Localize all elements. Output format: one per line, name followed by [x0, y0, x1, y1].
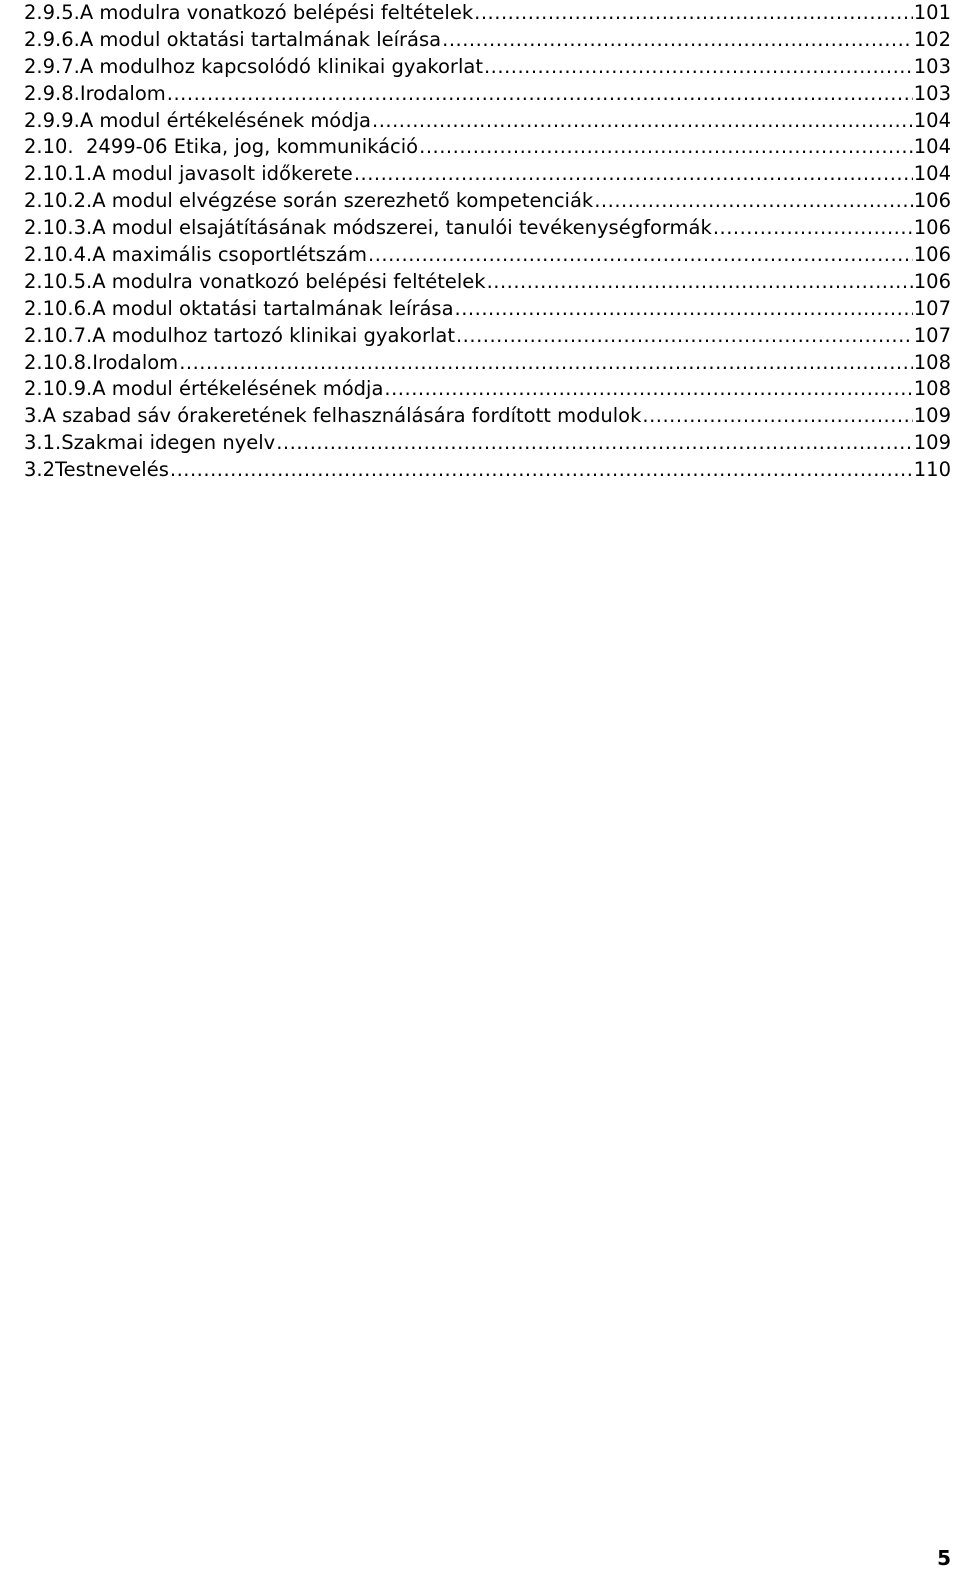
toc-entry-title: A modul oktatási tartalmának leírása: [92, 296, 454, 320]
toc-entry-number: 2.9.5.: [24, 1, 80, 24]
dot-leader: [442, 27, 913, 54]
toc-entry-title: A modul oktatási tartalmának leírása: [79, 27, 442, 51]
toc-entry-number: 3.: [24, 404, 43, 428]
dot-leader: [456, 323, 913, 350]
toc-entry[interactable]: [24, 403, 951, 430]
toc-entry[interactable]: [24, 27, 951, 54]
toc-entry-title: A modulra vonatkozó belépési feltételek: [79, 1, 474, 24]
toc-entry[interactable]: [24, 215, 951, 242]
toc-entry[interactable]: [24, 134, 951, 161]
toc-entry-title: A maximális csoportlétszám: [92, 243, 367, 267]
dot-leader: [487, 269, 913, 296]
toc-entry[interactable]: [24, 376, 951, 403]
dot-leader: [384, 376, 912, 403]
toc-entry[interactable]: [24, 457, 951, 484]
toc-entry-title: A modul értékelésének módja: [79, 108, 371, 132]
toc-entry-title: A szabad sáv órakeretének felhasználására fordított modulok: [42, 404, 642, 428]
toc-entry-number: 2.10.8.: [24, 350, 93, 374]
dot-leader: [179, 350, 913, 377]
toc-entry-page: 106: [913, 269, 951, 293]
toc-entry-page: 104: [913, 162, 951, 186]
dot-leader: [713, 215, 913, 242]
dot-leader: [170, 457, 913, 484]
toc-entry-title: Szakmai idegen nyelv: [61, 431, 276, 455]
toc-entry[interactable]: [24, 296, 951, 323]
toc-entry-page: 102: [913, 27, 951, 51]
dot-leader: [642, 403, 912, 430]
toc-entry[interactable]: [24, 81, 951, 108]
toc-entry-page: 104: [913, 135, 951, 159]
toc-entry-number: 2.10.1.: [24, 162, 93, 186]
toc-entry-title: Irodalom: [92, 350, 179, 374]
page-number: 5: [937, 1546, 951, 1570]
toc-entry[interactable]: [24, 161, 951, 188]
toc-entry-title: A modulra vonatkozó belépési feltételek: [92, 269, 486, 293]
toc-entry-page: 107: [913, 323, 951, 347]
toc-entry[interactable]: [24, 323, 951, 350]
toc-entry-number: 2.10.5.: [24, 269, 93, 293]
table-of-contents: [24, 0, 951, 484]
toc-entry[interactable]: [24, 108, 951, 135]
toc-entry[interactable]: [24, 430, 951, 457]
toc-entry[interactable]: [24, 188, 951, 215]
toc-entry-title: 2499-06 Etika, jog, kommunikáció: [86, 135, 419, 159]
toc-entry[interactable]: [24, 242, 951, 269]
toc-entry-page: 108: [913, 350, 951, 374]
dot-leader: [594, 188, 913, 215]
toc-entry-number: 2.9.8.: [24, 81, 80, 105]
toc-entry-page: 103: [913, 81, 951, 105]
toc-entry-title: A modul értékelésének módja: [92, 377, 384, 401]
dot-leader: [354, 161, 913, 188]
toc-entry-number: 2.10.9.: [24, 377, 93, 401]
dot-leader: [484, 54, 913, 81]
toc-entry-page: 107: [913, 296, 951, 320]
toc-entry-number: 2.9.7.: [24, 54, 80, 78]
dot-leader: [455, 296, 913, 323]
toc-entry-number: 2.9.9.: [24, 108, 80, 132]
dot-leader: [372, 108, 913, 135]
toc-entry-number: 2.10.4.: [24, 243, 93, 267]
toc-entry-title: Irodalom: [79, 81, 166, 105]
toc-entry[interactable]: [24, 269, 951, 296]
toc-entry-page: 101: [913, 1, 951, 24]
toc-entry-title: Testnevelés: [55, 458, 169, 482]
toc-entry-title: A modulhoz tartozó klinikai gyakorlat: [92, 323, 455, 347]
toc-entry[interactable]: [24, 54, 951, 81]
toc-entry-number: 3.1.: [24, 431, 62, 455]
toc-entry-number: 2.10.6.: [24, 296, 93, 320]
toc-entry-number: 2.9.6.: [24, 27, 80, 51]
toc-entry-number: 3.2: [24, 458, 56, 482]
toc-entry-number: 2.10.3.: [24, 216, 93, 240]
toc-entry-number: 2.10.2.: [24, 189, 93, 213]
dot-leader: [368, 242, 913, 269]
toc-entry-page: 110: [913, 458, 951, 482]
toc-entry[interactable]: [24, 0, 951, 27]
toc-entry-title: A modul elsajátításának módszerei, tanulói tevékenységformák: [92, 216, 712, 240]
dot-leader: [419, 134, 913, 161]
toc-entry[interactable]: [24, 350, 951, 377]
dot-leader: [167, 81, 913, 108]
toc-entry-page: 106: [913, 216, 951, 240]
toc-entry-number: 2.10.7.: [24, 323, 93, 347]
toc-entry-page: 106: [913, 189, 951, 213]
dot-leader: [276, 430, 913, 457]
toc-entry-page: 108: [913, 377, 951, 401]
toc-entry-title: A modulhoz kapcsolódó klinikai gyakorlat: [79, 54, 483, 78]
toc-entry-title: A modul elvégzése során szerezhető kompetenciák: [92, 189, 594, 213]
toc-entry-page: 106: [913, 243, 951, 267]
toc-entry-page: 103: [913, 54, 951, 78]
dot-leader: [474, 0, 913, 27]
toc-entry-page: 104: [913, 108, 951, 132]
toc-entry-page: 109: [913, 404, 951, 428]
toc-entry-page: 109: [913, 431, 951, 455]
toc-entry-number: 2.10.: [24, 135, 87, 159]
toc-entry-title: A modul javasolt időkerete: [92, 162, 353, 186]
